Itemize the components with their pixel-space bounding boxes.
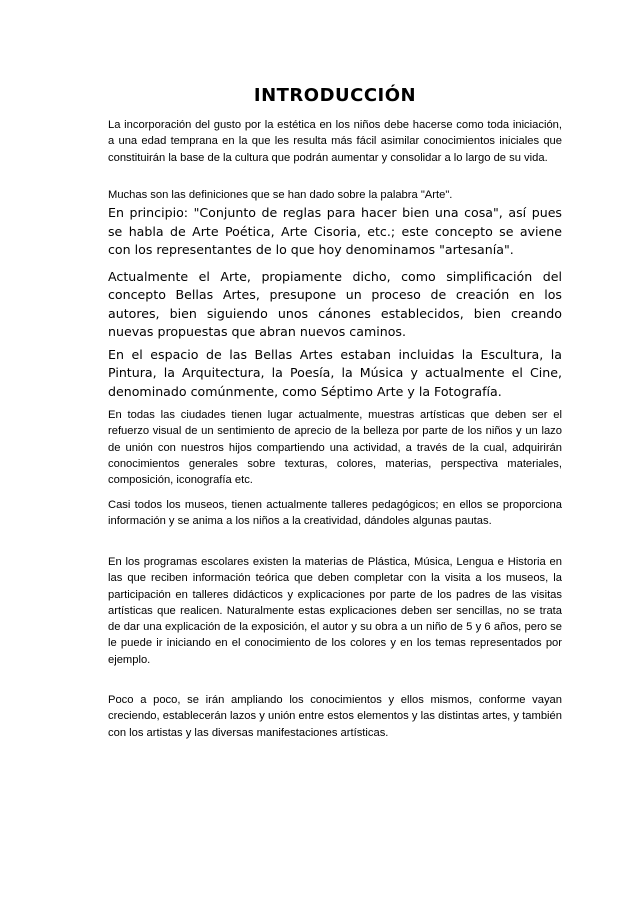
document-title: INTRODUCCIÓN	[253, 85, 417, 106]
paragraph-4: En el espacio de las Bellas Artes estaban incluidas la Escultura, la Pintura, la Arquitectura, la Poesía, la Música y actualmente el Cine, denominado comúnmente, como Séptimo Arte y la Fotografía.	[108, 347, 562, 399]
paragraph-2	[108, 186, 562, 259]
paragraph-6: Casi todos los museos, tienen actualmente talleres pedagógicos; en ellos se proporciona información y se anima a los niños a la creatividad, dándoles algunas pautas.	[108, 499, 562, 528]
paragraph-3: Actualmente el Arte, propiamente dicho, como simplificación del concepto Bellas Artes, presupone un proceso de creación en los autores, bien siguiendo unos cánones establecidos, bien creando nuevas propuestas que abran nuevos caminos.	[108, 269, 562, 339]
paragraph-2-body: En principio: "Conjunto de reglas para hacer bien una cosa", así pues se habla de Arte Poética, Arte Cisoria, etc.; este concepto se aviene con los representantes de lo que hoy denominamos "artesanía".	[108, 205, 562, 257]
paragraph-7: En los programas escolares existen la materias de Plástica, Música, Lengua e Historia en las que reciben información teórica que deben completar con la visita a los museos, la participación en talleres didácticos y explicaciones por parte de los padres de las visitas artísticas que realicen. Naturalmente estas explicaciones deben ser sencillas, no se trata de dar una explicación de la exposición, el autor y su obra a un niño de 5 y 6 años, pero se le puede ir iniciando en el conocimiento de los colores y en los temas representados por ejemplo.	[108, 556, 562, 666]
paragraph-5: En todas las ciudades tienen lugar actualmente, muestras artísticas que deben ser el refuerzo visual de un sentimiento de aprecio de la belleza por parte de los niños y un lazo de unión con nuestros hijos compartiendo una actividad, a través de la cual, adquirirán conocimientos generales sobre texturas, colores, materias, perspectiva materiales, composición, iconografía etc.	[108, 409, 562, 487]
paragraph-8: Poco a poco, se irán ampliando los conocimientos y ellos mismos, conforme vayan creciendo, establecerán lazos y unión entre estos elementos y las distintas artes, y también con los artistas y las diversas manifestaciones artísticas.	[108, 694, 562, 739]
paragraph-1: La incorporación del gusto por la estética en los niños debe hacerse como toda iniciación, a una edad temprana en la que les resulta más fácil asimilar conocimientos iniciales que constituirán la base de la cultura que podrán aumentar y consolidar a lo largo de su vida.	[108, 119, 562, 164]
paragraph-2-first-line: Muchas son las definiciones que se han dado sobre la palabra "Arte".	[108, 189, 453, 201]
